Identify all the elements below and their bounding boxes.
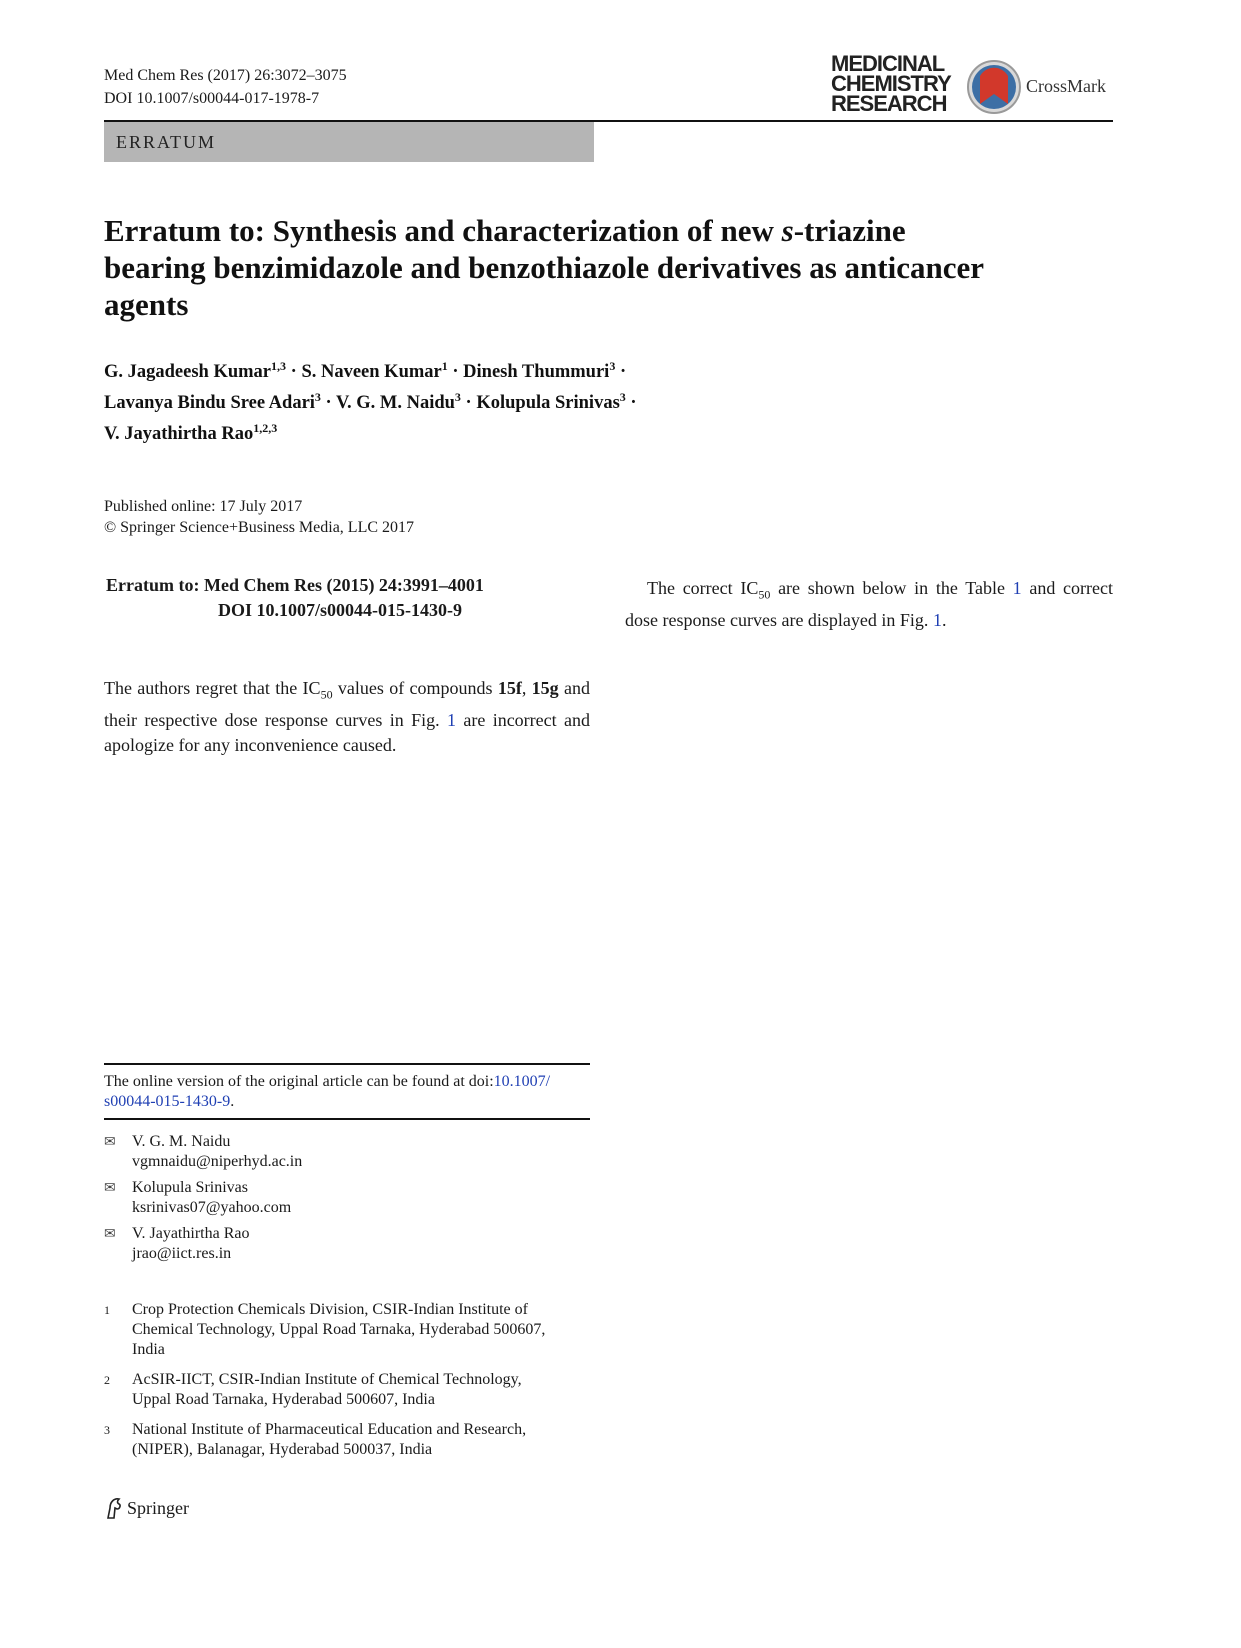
author-name[interactable]: Lavanya Bindu Sree Adari (104, 393, 315, 414)
online-version-note: The online version of the original article can be found at doi:10.1007/ s00044-015-1430-9. (104, 1073, 551, 1110)
contact-name: Kolupula Srinivas (132, 1179, 248, 1196)
contact-email[interactable]: jrao@iict.res.in (132, 1245, 232, 1262)
contact-email[interactable]: ksrinivas07@yahoo.com (132, 1199, 292, 1216)
affiliation-number: 3 (104, 1423, 110, 1437)
correction-paragraph: The correct $IC_{50}$ are shown below in the Table 1 and correct dose response curves are displayed in Fig. 1. (625, 578, 1113, 630)
copyright: © Springer Science+Business Media, LLC 2017 (104, 519, 415, 536)
springer-horse-icon (104, 1496, 124, 1520)
journal-citation: Med Chem Res (2017) 26:3072–3075 (104, 67, 347, 84)
affiliation-entry: 1 Crop Protection Chemicals Division, CSIR-Indian Institute of Chemical Technology, Uppal Road Tarnaka, Hyderabad 500607, India (104, 1301, 546, 1358)
contact-entry (104, 1224, 590, 1264)
affiliation-entry: 2 AcSIR-IICT, CSIR-Indian Institute of Chemical Technology, Uppal Road Tarnaka, Hyderabad 500607, India (104, 1371, 522, 1408)
envelope-icon: ✉ (104, 1180, 116, 1196)
contact-email[interactable]: vgmnaidu@niperhyd.ac.in (132, 1153, 303, 1170)
author-name[interactable]: V. G. M. Naidu (336, 393, 455, 414)
publisher-name: Springer (127, 1497, 189, 1518)
figure-link[interactable]: 1 (932, 609, 942, 630)
contact-entry (104, 1132, 590, 1172)
author-list: G. Jagadeesh Kumar$^{1,3}$ · S. Naveen Kumar$^1$ · Dinesh Thummuri$^3$ · Lavanya Bindu Sree Adari$^3$ · V. G. M. Naidu$^3$ · Kolupula Srinivas$^3$ · V. Jayathirtha Rao$^{1,2,3}$ (104, 359, 637, 445)
erratum-reference: Erratum to: Med Chem Res (2015) 24:3991–4001 DOI 10.1007/s00044-015-1430-9 (106, 575, 484, 620)
contact-entry (104, 1178, 590, 1218)
envelope-icon: ✉ (104, 1134, 116, 1150)
article-type-banner: ERRATUM (104, 122, 594, 162)
author-name[interactable]: Dinesh Thummuri (463, 362, 610, 383)
footnote-rule (104, 1063, 590, 1065)
envelope-icon: ✉ (104, 1226, 116, 1242)
crossmark-button[interactable] (966, 58, 1022, 116)
erratum-paragraph: The authors regret that the $IC_{50}$ values of compounds 15f, 15g and their respective dose response curves in Fig. 1 are incorrect and apologize for any inconvenience caused. (104, 678, 591, 755)
footnote-rule (104, 1118, 590, 1120)
author-name[interactable]: V. Jayathirtha Rao (104, 424, 254, 445)
journal-logo-line: MEDICINAL (831, 51, 945, 76)
author-name[interactable]: G. Jagadeesh Kumar (104, 362, 272, 383)
published-date: Published online: 17 July 2017 (104, 498, 303, 515)
figure-link[interactable]: 1 (446, 709, 456, 730)
journal-logo[interactable] (831, 51, 951, 116)
author-name[interactable]: S. Naveen Kumar (301, 362, 442, 383)
affiliation-number: 2 (104, 1373, 110, 1387)
journal-logo-line: CHEMISTRY (831, 71, 951, 96)
contact-name: V. G. M. Naidu (132, 1133, 231, 1150)
article-title: Erratum to: Synthesis and characterization of new s-triazine bearing benzimidazole and benzothiazole derivatives as anticancer agents (104, 213, 984, 322)
author-name[interactable]: Kolupula Srinivas (476, 393, 620, 414)
contact-list (104, 1132, 590, 1264)
affiliation-list (104, 1300, 590, 1460)
contact-name: V. Jayathirtha Rao (132, 1225, 250, 1242)
publisher-logo[interactable] (104, 1496, 189, 1520)
journal-logo-line: RESEARCH (831, 91, 947, 116)
affiliation-entry: 3 National Institute of Pharmaceutical Education and Research, (NIPER), Balanagar, Hyderabad 500037, India (104, 1421, 527, 1458)
crossmark-icon (966, 58, 1022, 116)
original-article-link[interactable]: s00044-015-1430-9 (104, 1093, 231, 1110)
affiliation-number: 1 (104, 1303, 110, 1317)
article-doi: DOI 10.1007/s00044-017-1978-7 (104, 90, 320, 107)
crossmark-label[interactable]: CrossMark (1026, 76, 1106, 96)
original-article-link[interactable]: 10.1007/ (493, 1073, 551, 1090)
table-link[interactable]: 1 (1012, 578, 1022, 598)
